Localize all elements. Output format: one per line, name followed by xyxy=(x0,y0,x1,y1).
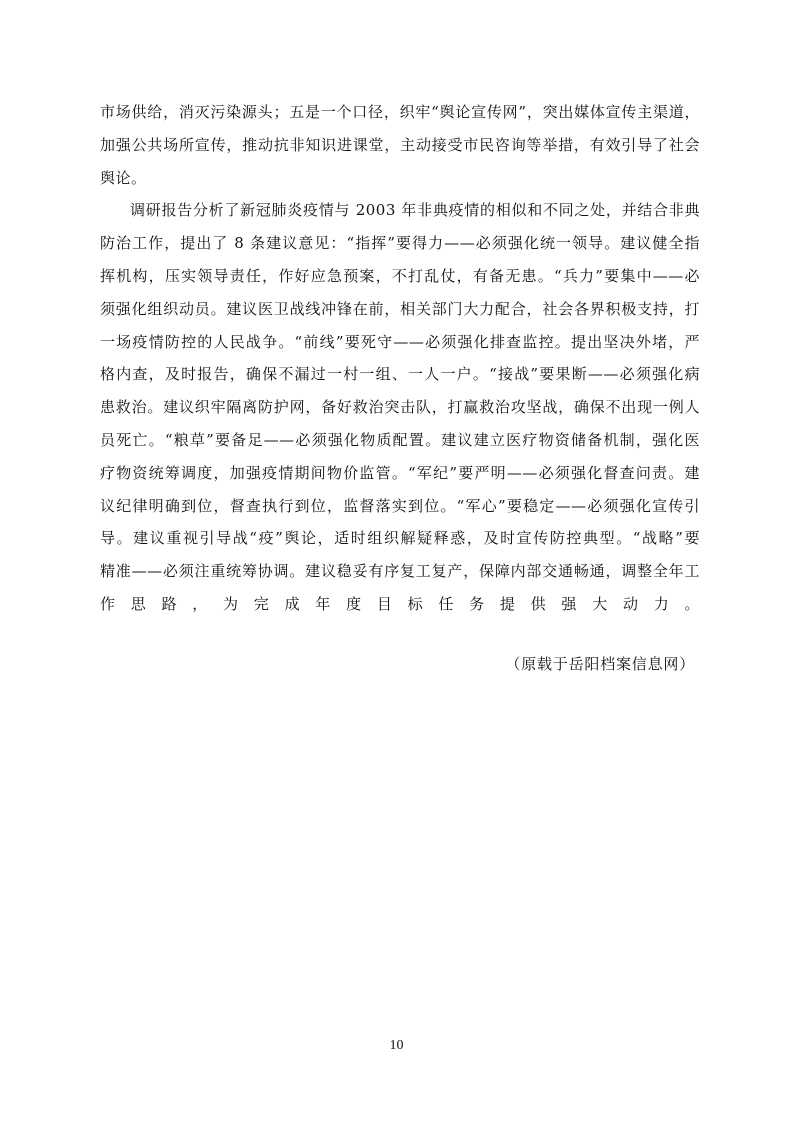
text-line: 作思路，为完成年度目标任务提供强大动力。 xyxy=(100,594,700,613)
paragraph-1 xyxy=(100,96,700,194)
text-line xyxy=(100,621,700,654)
text-line: 须强化组织动员。建议医卫战线冲锋在前，相关部门大力配合，社会各界积极支持，打 xyxy=(100,299,700,318)
text-line: 调研报告分析了新冠肺炎疫情与 2003 年非典疫情的相似和不同之处，并结合非典 xyxy=(130,201,700,220)
text-line: 疗物资统筹调度，加强疫情期间物价监管。“军纪”要严明——必须强化督查问责。建 xyxy=(100,463,700,482)
text-line: 舆论。 xyxy=(100,168,147,187)
text-line: 患救治。建议织牢隔离防护网，备好救治突击队，打赢救治攻坚战，确保不出现一例人 xyxy=(100,398,700,417)
text-line: 加强公共场所宣传，推动抗非知识进课堂，主动接受市民咨询等举措，有效引导了社会 xyxy=(100,135,700,154)
source-note: （原载于岳阳档案信息网） xyxy=(505,655,695,673)
text-line: 员死亡。“粮草”要备足——必须强化物质配置。建议建立医疗物资储备机制，强化医 xyxy=(100,430,700,449)
text-line: 市场供给，消灭污染源头；五是一个口径，织牢“舆论宣传网”，突出媒体宣传主渠道， xyxy=(100,103,700,121)
text-line: 导。建议重视引导战“疫”舆论，适时组织解疑释惑，及时宣传防控典型。“战略”要 xyxy=(100,529,700,548)
text-line: 精准——必须注重统筹协调。建议稳妥有序复工复产，保障内部交通畅通，调整全年工 xyxy=(100,562,700,581)
text-line: 议纪律明确到位，督查执行到位，监督落实到位。“军心”要稳定——必须强化宣传引 xyxy=(100,496,700,515)
text-line: 防治工作，提出了 8 条建议意见：“指挥”要得力——必须强化统一领导。建议健全指 xyxy=(100,234,700,253)
body-text xyxy=(100,96,700,654)
text-line: 一场疫情防控的人民战争。“前线”要死守——必须强化排查监控。提出坚决外堵，严 xyxy=(100,332,700,351)
text-line: 挥机构，压实领导责任，作好应急预案，不打乱仗，有备无患。“兵力”要集中——必 xyxy=(100,266,700,285)
paragraph-2 xyxy=(100,194,700,653)
text-line: 格内查，及时报告，确保不漏过一村一组、一人一户。“接战”要果断——必须强化病 xyxy=(100,365,700,384)
page-number: 10 xyxy=(389,1038,404,1053)
